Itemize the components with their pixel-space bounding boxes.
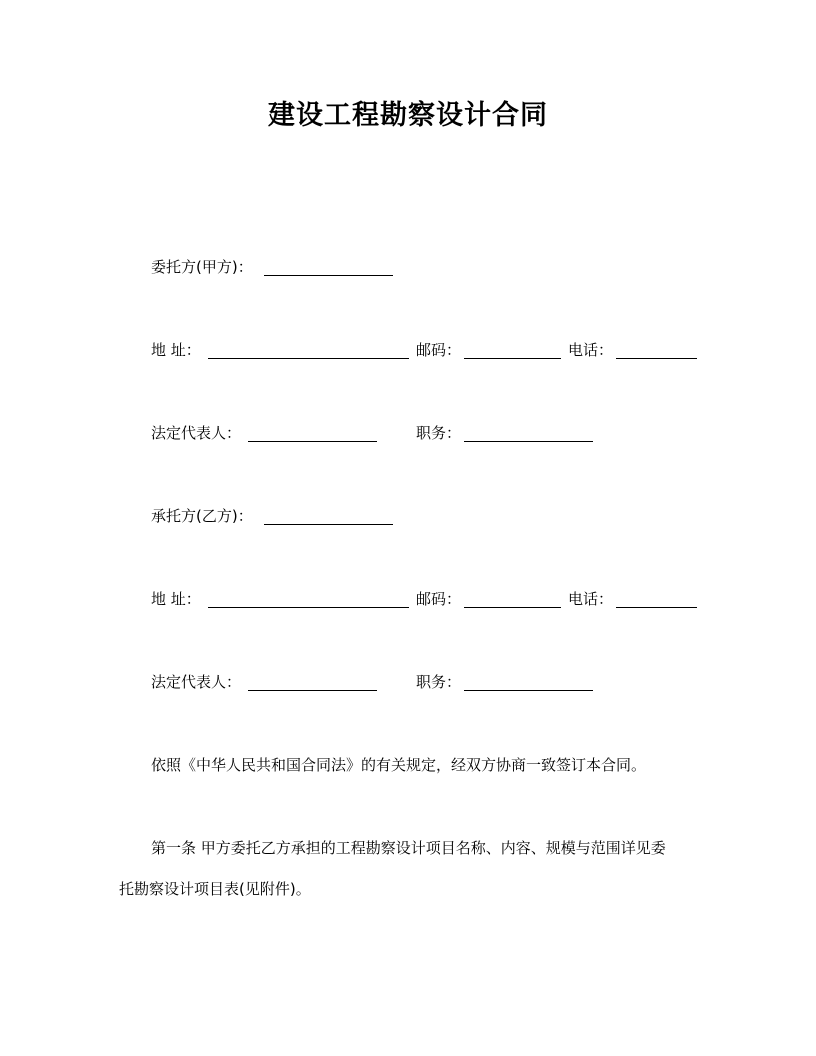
party-b-position-field[interactable]: [464, 690, 593, 691]
party-a-position-field[interactable]: [464, 441, 593, 442]
party-a-postcode-field[interactable]: [464, 358, 561, 359]
party-b-row: [151, 504, 411, 528]
party-a-row: [151, 255, 411, 279]
party-a-label: 委托方(甲方)：: [151, 258, 253, 276]
party-b-position-label: 职务：: [416, 673, 462, 691]
party-b-rep-row: [151, 670, 611, 694]
party-a-address-field[interactable]: [208, 358, 409, 359]
article-1-line-1: 第一条 甲方委托乙方承担的工程勘察设计项目名称、内容、规模与范围详见委: [151, 839, 666, 857]
party-a-name-field[interactable]: [264, 275, 393, 276]
party-b-phone-label: 电话：: [568, 590, 614, 608]
party-b-name-field[interactable]: [264, 524, 393, 525]
party-a-rep-label: 法定代表人：: [151, 424, 242, 442]
party-b-label: 承托方(乙方)：: [151, 507, 253, 525]
article-1-line-2: 托勘察设计项目表(见附件)。: [119, 880, 311, 898]
party-a-phone-label: 电话：: [568, 341, 614, 359]
party-b-rep-label: 法定代表人：: [151, 673, 242, 691]
party-b-address-field[interactable]: [208, 607, 409, 608]
party-a-address-label: 地 址：: [151, 341, 201, 359]
party-b-phone-field[interactable]: [616, 607, 697, 608]
party-a-address-row: [151, 338, 711, 362]
party-a-position-label: 职务：: [416, 424, 462, 442]
party-a-rep-field[interactable]: [248, 441, 377, 442]
party-b-postcode-label: 邮码：: [416, 590, 462, 608]
page-title: 建设工程勘察设计合同: [268, 100, 548, 131]
party-b-address-label: 地 址：: [151, 590, 201, 608]
party-b-address-row: [151, 587, 711, 611]
intro-paragraph: 依照《中华人民共和国合同法》的有关规定，经双方协商一致签订本合同。: [151, 756, 647, 774]
party-b-rep-field[interactable]: [248, 690, 377, 691]
party-a-postcode-label: 邮码：: [416, 341, 462, 359]
party-a-rep-row: [151, 421, 611, 445]
party-b-postcode-field[interactable]: [464, 607, 561, 608]
party-a-phone-field[interactable]: [616, 358, 697, 359]
